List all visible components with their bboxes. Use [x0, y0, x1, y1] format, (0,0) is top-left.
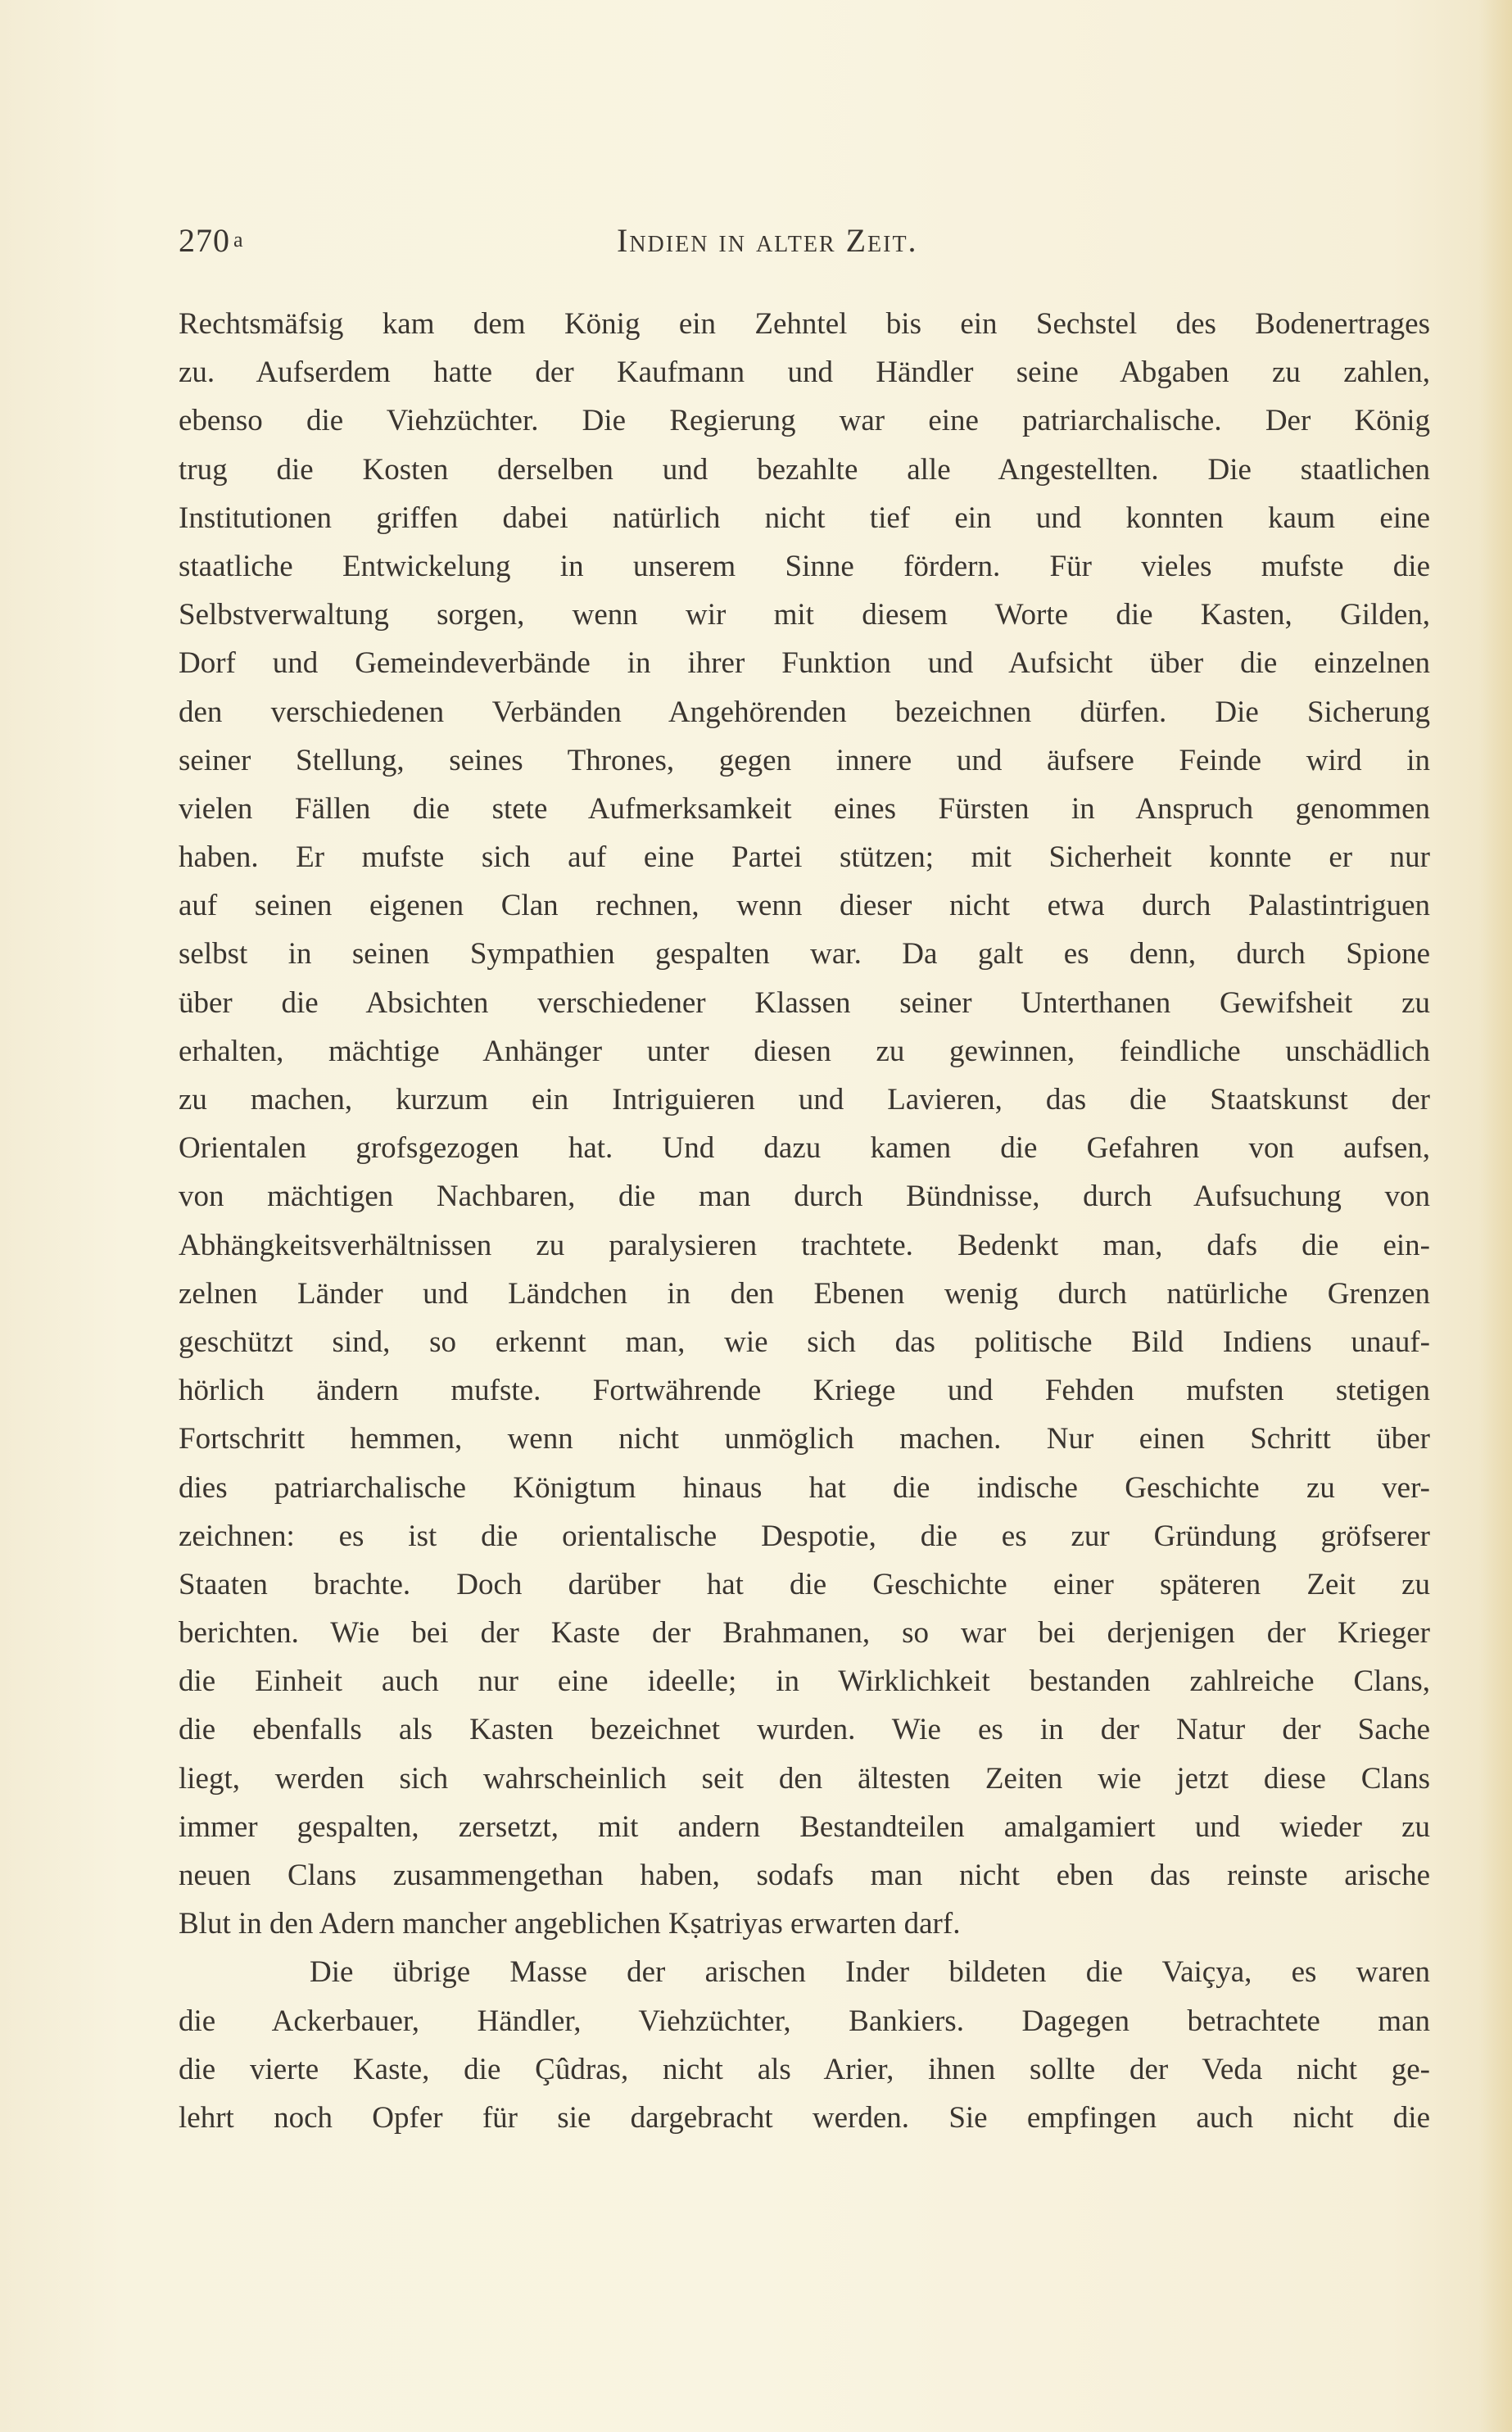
text-line: trug die Kosten derselben und bezahlte alle Angestellten. Die staatlichen: [179, 452, 1430, 487]
running-title: Indien in alter Zeit.: [617, 222, 918, 259]
text-line: von mächtigen Nachbaren, die man durch Bündnisse, durch Aufsuchung von: [179, 1180, 1430, 1214]
text-line: haben. Er mufste sich auf eine Partei stützen; mit Sicherheit konnte er nur: [179, 840, 1430, 875]
text-line: erhalten, mächtige Anhänger unter diesen zu gewinnen, feindliche unschädlich: [179, 1034, 1430, 1068]
text-line: hörlich ändern mufste. Fortwährende Kriege und Fehden mufsten stetigen: [179, 1374, 1430, 1408]
text-line: liegt, werden sich wahrscheinlich seit den ältesten Zeiten wie jetzt diese Clans: [179, 1761, 1430, 1796]
text-line: Rechtsmäfsig kam dem König ein Zehntel bis ein Sechstel des Bodenertrages: [179, 307, 1430, 341]
text-line: dies patriarchalische Königtum hinaus hat die indische Geschichte zu ver-: [179, 1470, 1430, 1505]
text-line: zelnen Länder und Ländchen in den Ebenen wenig durch natürliche Grenzen: [179, 1276, 1430, 1311]
page-header: [179, 221, 1430, 279]
text-line: die Ackerbauer, Händler, Viehzüchter, Bankiers. Dagegen betrachtete man: [179, 2004, 1430, 2038]
page-edge-stain: [1479, 0, 1512, 2432]
text-line: lehrt noch Opfer für sie dargebracht werden. Sie empfingen auch nicht die: [179, 2100, 1430, 2135]
text-line: staatliche Entwickelung in unserem Sinne fördern. Für vieles mufste die: [179, 549, 1430, 583]
page-number: [179, 221, 244, 260]
text-line: Orientalen grofsgezogen hat. Und dazu kamen die Gefahren von aufsen,: [179, 1131, 1430, 1166]
text-line: über die Absichten verschiedener Klassen seiner Unterthanen Gewifsheit zu: [179, 985, 1430, 1020]
text-line: Institutionen griffen dabei natürlich nicht tief ein und konnten kaum eine: [179, 500, 1430, 535]
page-number-value: 270: [179, 222, 230, 259]
text-line: Fortschritt hemmen, wenn nicht unmöglich machen. Nur einen Schritt über: [179, 1422, 1430, 1456]
text-line: berichten. Wie bei der Kaste der Brahmanen, so war bei derjenigen der Krieger: [179, 1616, 1430, 1651]
text-line: geschützt sind, so erkennt man, wie sich das politische Bild Indiens unauf-: [179, 1325, 1430, 1359]
text-line: zu. Aufserdem hatte der Kaufmann und Händler seine Abgaben zu zahlen,: [179, 356, 1430, 390]
text-line: Dorf und Gemeindeverbände in ihrer Funktion und Aufsicht über die einzelnen: [179, 646, 1430, 681]
text-line: selbst in seinen Sympathien gespalten war. Da galt es denn, durch Spione: [179, 937, 1430, 971]
text-line: Abhängkeitsverhältnissen zu paralysieren trachtete. Bedenkt man, dafs die ein-: [179, 1228, 1430, 1262]
text-line: zeichnen: es ist die orientalische Despotie, die es zur Gründung gröfserer: [179, 1519, 1430, 1553]
text-line: die ebenfalls als Kasten bezeichnet wurden. Wie es in der Natur der Sache: [179, 1713, 1430, 1747]
body-text: [179, 300, 1430, 2142]
text-line: Selbstverwaltung sorgen, wenn wir mit diesem Worte die Kasten, Gilden,: [179, 598, 1430, 632]
text-line: seiner Stellung, seines Thrones, gegen innere und äufsere Feinde wird in: [179, 743, 1430, 777]
text-line: vielen Fällen die stete Aufmerksamkeit eines Fürsten in Anspruch genommen: [179, 791, 1430, 826]
page-number-suffix: a: [233, 228, 244, 251]
text-line: neuen Clans zusammengethan haben, sodafs man nicht eben das reinste arische: [179, 1859, 1430, 1892]
text-line: auf seinen eigenen Clan rechnen, wenn dieser nicht etwa durch Palastintriguen: [179, 889, 1430, 923]
text-line: immer gespalten, zersetzt, mit andern Bestandteilen amalgamiert und wieder zu: [179, 1809, 1430, 1844]
text-line: die vierte Kaste, die Çûdras, nicht als Arier, ihnen sollte der Veda nicht ge-: [179, 2052, 1430, 2086]
paragraph-end-line: Blut in den Adern mancher angeblichen Kṣatriyas erwarten darf.: [179, 1907, 961, 1941]
text-line: zu machen, kurzum ein Intriguieren und Lavieren, das die Staatskunst der: [179, 1083, 1430, 1116]
paragraph-start-line: Die übrige Masse der arischen Inder bildeten die Vaiçya, es waren: [310, 1955, 1430, 1990]
text-line: die Einheit auch nur eine ideelle; in Wirklichkeit bestanden zahlreiche Clans,: [179, 1664, 1430, 1699]
text-line: ebenso die Viehzüchter. Die Regierung war eine patriarchalische. Der König: [179, 404, 1430, 438]
text-line: den verschiedenen Verbänden Angehörenden bezeichnen dürfen. Die Sicherung: [179, 695, 1430, 729]
text-line: Staaten brachte. Doch darüber hat die Geschichte einer späteren Zeit zu: [179, 1567, 1430, 1601]
